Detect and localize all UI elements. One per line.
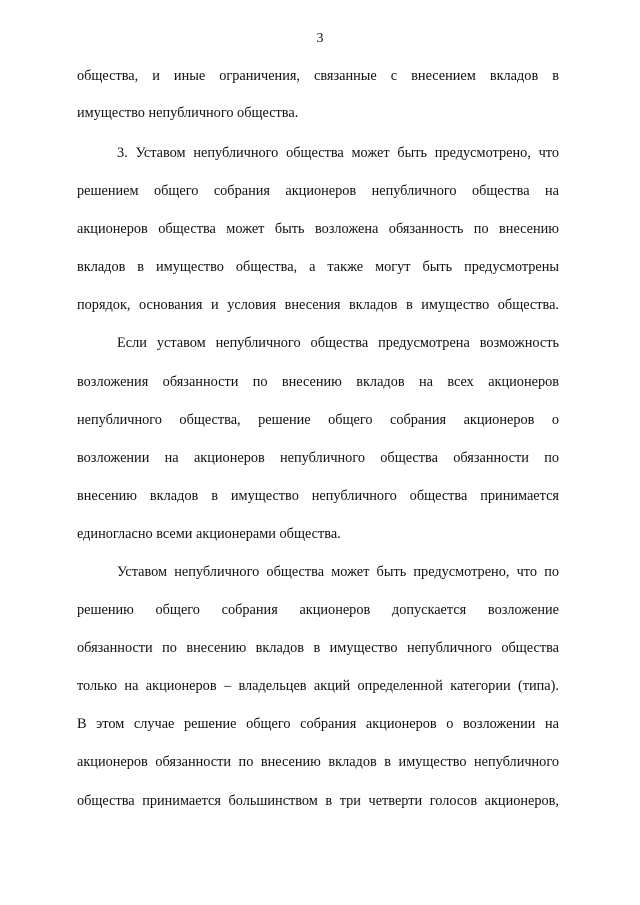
- text-line: 3. Уставом непубличного общества может быть предусмотрено, что: [117, 145, 559, 161]
- text-line: только на акционеров – владельцев акций определенной категории (типа).: [77, 678, 559, 694]
- text-line: Уставом непубличного общества может быть предусмотрено, что по: [117, 564, 559, 580]
- text-line: акционеров обязанности по внесению вкладов в имущество непубличного: [77, 754, 559, 770]
- text-line: порядок, основания и условия внесения вкладов в имущество общества.: [77, 297, 559, 313]
- text-line: обязанности по внесению вкладов в имущество непубличного общества: [77, 640, 559, 656]
- text-line: возложении на акционеров непубличного общества обязанности по: [77, 450, 559, 466]
- text-line: имущество непубличного общества.: [77, 105, 299, 121]
- text-line: возложения обязанности по внесению вкладов на всех акционеров: [77, 374, 559, 390]
- page-number: 3: [316, 31, 324, 46]
- text-line: общества, и иные ограничения, связанные с внесением вкладов в: [77, 68, 559, 84]
- text-line: непубличного общества, решение общего собрания акционеров о: [77, 412, 559, 428]
- text-line: вкладов в имущество общества, а также могут быть предусмотрены: [77, 259, 559, 275]
- text-line: решению общего собрания акционеров допускается возложение: [77, 602, 559, 618]
- text-line: общества принимается большинством в три четверти голосов акционеров,: [77, 793, 559, 809]
- text-line: решением общего собрания акционеров непубличного общества на: [77, 183, 559, 199]
- text-line: единогласно всеми акционерами общества.: [77, 526, 341, 542]
- text-line: акционеров общества может быть возложена обязанность по внесению: [77, 221, 559, 237]
- text-line: внесению вкладов в имущество непубличного общества принимается: [77, 488, 559, 504]
- text-line: В этом случае решение общего собрания акционеров о возложении на: [77, 716, 559, 732]
- text-line: Если уставом непубличного общества предусмотрена возможность: [117, 335, 559, 351]
